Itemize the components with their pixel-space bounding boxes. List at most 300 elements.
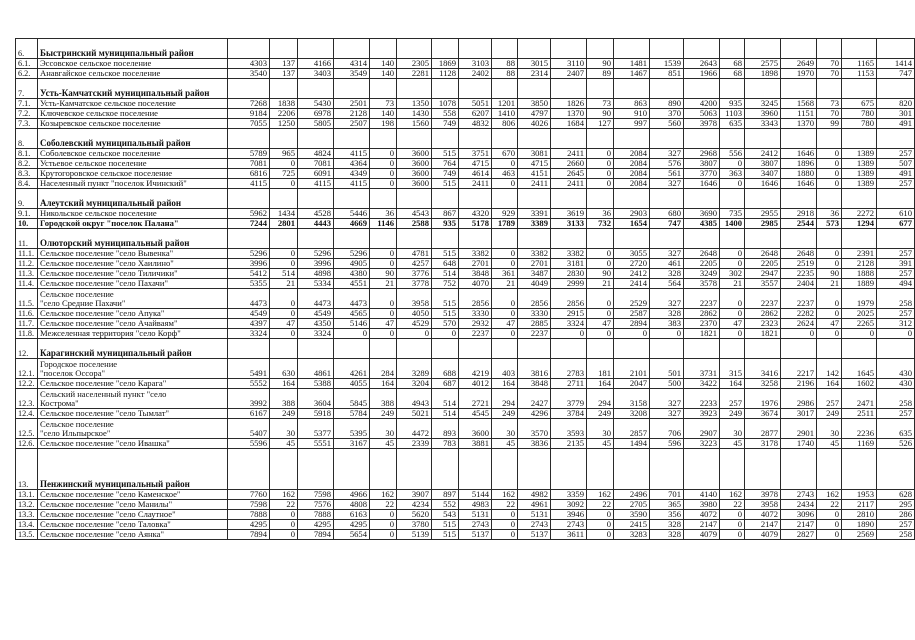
value-cell: 1646 xyxy=(684,179,720,189)
value-cell: 2660 xyxy=(551,159,587,169)
value-cell xyxy=(614,79,650,99)
value-cell: 0 xyxy=(492,179,518,189)
value-cell: 2830 xyxy=(551,269,587,279)
table-row xyxy=(16,69,915,79)
value-cell: 1646 xyxy=(781,149,817,159)
value-cell: 3848 xyxy=(459,269,492,279)
value-cell: 7598 xyxy=(228,500,270,510)
value-cell xyxy=(459,339,492,359)
value-cell xyxy=(614,189,650,209)
value-cell: 501 xyxy=(650,359,684,379)
value-cell: 258 xyxy=(877,289,915,309)
row-number-cell: 8. xyxy=(16,129,38,149)
value-cell: 22 xyxy=(492,500,518,510)
value-cell: 2877 xyxy=(745,419,781,439)
value-cell: 2705 xyxy=(614,500,650,510)
value-cell: 1979 xyxy=(842,289,877,309)
value-cell: 2339 xyxy=(397,439,432,449)
value-cell: 365 xyxy=(650,500,684,510)
value-cell: 0 xyxy=(587,530,614,540)
value-cell xyxy=(492,189,518,209)
value-cell: 0 xyxy=(270,530,298,540)
value-cell: 2721 xyxy=(459,389,492,409)
value-cell xyxy=(877,129,915,149)
value-cell: 0 xyxy=(817,169,842,179)
value-cell: 2305 xyxy=(397,59,432,69)
value-cell xyxy=(817,39,842,59)
table-row xyxy=(16,169,915,179)
value-cell: 0 xyxy=(270,159,298,169)
value-cell: 514 xyxy=(432,389,459,409)
value-cell: 3487 xyxy=(518,269,551,279)
value-cell: 935 xyxy=(432,219,459,229)
value-cell: 4473 xyxy=(228,289,270,309)
table-row xyxy=(16,490,915,500)
value-cell xyxy=(270,339,298,359)
value-cell: 0 xyxy=(270,510,298,520)
value-cell: 3549 xyxy=(334,69,370,79)
value-cell: 5137 xyxy=(459,530,492,540)
value-cell xyxy=(877,79,915,99)
value-cell: 2827 xyxy=(781,530,817,540)
value-cell xyxy=(298,339,334,359)
value-cell: 9184 xyxy=(228,109,270,119)
value-cell: 0 xyxy=(650,329,684,339)
value-cell xyxy=(720,339,745,359)
value-cell: 430 xyxy=(877,379,915,389)
value-cell: 21 xyxy=(817,279,842,289)
value-cell: 4905 xyxy=(334,259,370,269)
value-cell: 1294 xyxy=(842,219,877,229)
value-cell: 3289 xyxy=(397,359,432,379)
value-cell: 3978 xyxy=(745,490,781,500)
value-cell: 5051 xyxy=(459,99,492,109)
value-cell: 1889 xyxy=(842,279,877,289)
value-cell: 526 xyxy=(877,439,915,449)
value-cell: 5131 xyxy=(518,510,551,520)
value-cell: 1414 xyxy=(877,59,915,69)
settlement-name-cell: Анавгайское сельское поселение xyxy=(38,69,228,79)
value-cell: 675 xyxy=(842,99,877,109)
value-cell: 2412 xyxy=(745,149,781,159)
value-cell: 0 xyxy=(270,179,298,189)
value-cell xyxy=(842,229,877,249)
settlement-name-cell: Козыревское сельское поселение xyxy=(38,119,228,129)
row-number-cell: 11. xyxy=(16,229,38,249)
value-cell xyxy=(432,339,459,359)
value-cell: 3907 xyxy=(397,490,432,500)
value-cell: 628 xyxy=(877,490,915,500)
row-number-cell: 11.7. xyxy=(16,319,38,329)
settlement-name-cell: Сельское поселение "село Манилы" xyxy=(38,500,228,510)
section-header-row xyxy=(16,449,915,490)
value-cell: 327 xyxy=(650,289,684,309)
value-cell: 2885 xyxy=(518,319,551,329)
value-cell: 2947 xyxy=(745,269,781,279)
value-cell xyxy=(745,39,781,59)
settlement-name-cell: Эссовское сельское поселение xyxy=(38,59,228,69)
value-cell: 4898 xyxy=(298,269,334,279)
section-header-row xyxy=(16,229,915,249)
value-cell: 90 xyxy=(587,269,614,279)
value-cell xyxy=(334,449,370,490)
value-cell: 4012 xyxy=(459,379,492,389)
value-cell xyxy=(745,189,781,209)
value-cell: 90 xyxy=(817,269,842,279)
value-cell: 361 xyxy=(492,269,518,279)
value-cell xyxy=(432,39,459,59)
value-cell: 4200 xyxy=(684,99,720,109)
value-cell: 162 xyxy=(817,490,842,500)
row-number-cell: 13.3. xyxy=(16,510,38,520)
value-cell: 3081 xyxy=(518,149,551,159)
value-cell: 164 xyxy=(587,379,614,389)
value-cell: 2205 xyxy=(745,259,781,269)
value-cell: 2237 xyxy=(518,329,551,339)
value-cell: 648 xyxy=(432,259,459,269)
value-cell: 2511 xyxy=(842,409,877,419)
value-cell: 4549 xyxy=(298,309,334,319)
value-cell xyxy=(817,129,842,149)
table-row xyxy=(16,99,915,109)
value-cell: 1821 xyxy=(745,329,781,339)
row-number-cell: 7. xyxy=(16,79,38,99)
value-cell xyxy=(432,129,459,149)
value-cell: 5962 xyxy=(228,209,270,219)
settlement-name-cell: Сельское поселение "село Пахачи" xyxy=(38,279,228,289)
value-cell: 2237 xyxy=(684,289,720,309)
row-number-cell: 11.1. xyxy=(16,249,38,259)
value-cell: 164 xyxy=(720,379,745,389)
value-cell: 2701 xyxy=(518,259,551,269)
value-cell: 749 xyxy=(432,169,459,179)
value-cell: 2025 xyxy=(842,309,877,319)
value-cell xyxy=(370,339,397,359)
settlement-name-cell: Ключевское сельское поселение xyxy=(38,109,228,119)
value-cell: 258 xyxy=(877,389,915,409)
value-cell xyxy=(720,229,745,249)
value-cell: 3540 xyxy=(228,69,270,79)
value-cell: 295 xyxy=(877,500,915,510)
value-cell: 2147 xyxy=(745,520,781,530)
table-row xyxy=(16,279,915,289)
value-cell: 2932 xyxy=(459,319,492,329)
value-cell: 21 xyxy=(587,279,614,289)
value-cell: 2237 xyxy=(745,289,781,309)
value-cell: 0 xyxy=(370,169,397,179)
settlement-name-cell: Городское поселение "поселок Оссора" xyxy=(38,359,228,379)
value-cell: 2743 xyxy=(518,520,551,530)
value-cell: 5063 xyxy=(684,109,720,119)
value-cell: 0 xyxy=(370,309,397,319)
settlement-name-cell: Сельское поселение "село Таловка" xyxy=(38,520,228,530)
value-cell xyxy=(817,449,842,490)
value-cell xyxy=(459,129,492,149)
value-cell xyxy=(650,39,684,59)
value-cell: 2205 xyxy=(684,259,720,269)
value-cell xyxy=(587,449,614,490)
value-cell: 1103 xyxy=(720,109,745,119)
value-cell: 0 xyxy=(817,259,842,269)
value-cell: 4295 xyxy=(298,520,334,530)
value-cell: 164 xyxy=(817,379,842,389)
value-cell: 1370 xyxy=(781,119,817,129)
value-cell: 2507 xyxy=(334,119,370,129)
value-cell: 45 xyxy=(720,439,745,449)
value-cell: 356 xyxy=(650,510,684,520)
value-cell: 4473 xyxy=(298,289,334,309)
value-cell: 2402 xyxy=(459,69,492,79)
value-cell: 4257 xyxy=(397,259,432,269)
statistics-table-sheet xyxy=(15,38,912,540)
value-cell: 88 xyxy=(492,69,518,79)
value-cell: 4472 xyxy=(397,419,432,439)
value-cell: 430 xyxy=(877,359,915,379)
value-cell: 4079 xyxy=(745,530,781,540)
value-cell: 2128 xyxy=(334,109,370,119)
value-cell: 99 xyxy=(817,119,842,129)
value-cell: 257 xyxy=(877,309,915,319)
value-cell: 2236 xyxy=(842,419,877,439)
value-cell xyxy=(397,189,432,209)
settlement-name-cell: Межселенная территория "село Корф" xyxy=(38,329,228,339)
value-cell xyxy=(228,189,270,209)
value-cell xyxy=(492,129,518,149)
value-cell: 4296 xyxy=(518,409,551,419)
value-cell: 5377 xyxy=(298,419,334,439)
value-cell: 929 xyxy=(492,209,518,219)
value-cell: 3778 xyxy=(397,279,432,289)
value-cell: 515 xyxy=(432,309,459,319)
value-cell: 73 xyxy=(817,99,842,109)
value-cell xyxy=(397,449,432,490)
value-cell xyxy=(551,39,587,59)
row-number-cell: 11.5. xyxy=(16,289,38,309)
value-cell: 4443 xyxy=(298,219,334,229)
value-cell xyxy=(370,39,397,59)
value-cell xyxy=(370,129,397,149)
value-cell: 164 xyxy=(270,379,298,389)
row-number-cell: 6.2. xyxy=(16,69,38,79)
value-cell: 3996 xyxy=(298,259,334,269)
table-row xyxy=(16,119,915,129)
value-cell: 514 xyxy=(432,409,459,419)
value-cell: 7268 xyxy=(228,99,270,109)
value-cell: 1953 xyxy=(842,490,877,500)
value-cell xyxy=(684,229,720,249)
value-cell: 5131 xyxy=(459,510,492,520)
value-cell: 0 xyxy=(720,510,745,520)
value-cell: 0 xyxy=(270,309,298,319)
value-cell: 249 xyxy=(817,409,842,419)
value-cell: 515 xyxy=(432,249,459,259)
value-cell: 3593 xyxy=(551,419,587,439)
value-cell xyxy=(877,229,915,249)
value-cell: 0 xyxy=(270,249,298,259)
value-cell: 2135 xyxy=(551,439,587,449)
value-cell xyxy=(298,79,334,99)
value-cell: 461 xyxy=(650,259,684,269)
value-cell: 851 xyxy=(650,69,684,79)
value-cell: 2206 xyxy=(270,109,298,119)
value-cell: 0 xyxy=(370,259,397,269)
value-cell: 36 xyxy=(817,209,842,219)
value-cell: 5388 xyxy=(298,379,334,389)
value-cell: 4151 xyxy=(518,169,551,179)
value-cell: 635 xyxy=(720,119,745,129)
value-cell: 2411 xyxy=(518,179,551,189)
value-cell: 7760 xyxy=(228,490,270,500)
value-cell: 142 xyxy=(817,359,842,379)
value-cell: 1389 xyxy=(842,179,877,189)
value-cell: 2414 xyxy=(614,279,650,289)
value-cell xyxy=(492,449,518,490)
settlement-name-cell: Никольское сельское поселение xyxy=(38,209,228,219)
value-cell xyxy=(842,449,877,490)
value-cell: 1128 xyxy=(432,69,459,79)
row-number-cell: 12.2. xyxy=(16,379,38,389)
value-cell xyxy=(877,339,915,359)
value-cell xyxy=(397,129,432,149)
value-cell: 2643 xyxy=(684,59,720,69)
value-cell xyxy=(842,129,877,149)
table-row xyxy=(16,500,915,510)
value-cell: 5296 xyxy=(298,249,334,259)
value-cell xyxy=(492,339,518,359)
value-cell xyxy=(518,39,551,59)
value-cell: 4824 xyxy=(298,149,334,159)
settlement-name-cell: Сельское поселение "село Ачайваям" xyxy=(38,319,228,329)
value-cell: 257 xyxy=(817,389,842,409)
value-cell: 1370 xyxy=(551,109,587,119)
value-cell: 7081 xyxy=(298,159,334,169)
row-number-cell: 10. xyxy=(16,219,38,229)
value-cell: 249 xyxy=(492,409,518,419)
value-cell: 140 xyxy=(370,59,397,69)
value-cell: 257 xyxy=(720,389,745,409)
row-number-cell: 11.2. xyxy=(16,259,38,269)
value-cell: 3557 xyxy=(745,279,781,289)
value-cell: 0 xyxy=(587,249,614,259)
value-cell: 997 xyxy=(614,119,650,129)
value-cell: 137 xyxy=(270,69,298,79)
value-cell: 6207 xyxy=(459,109,492,119)
value-cell: 4295 xyxy=(334,520,370,530)
table-row xyxy=(16,510,915,520)
value-cell: 315 xyxy=(720,359,745,379)
value-cell xyxy=(228,39,270,59)
value-cell: 327 xyxy=(650,389,684,409)
row-number-cell: 11.6. xyxy=(16,309,38,319)
value-cell: 515 xyxy=(432,530,459,540)
value-cell: 391 xyxy=(877,259,915,269)
value-cell: 1169 xyxy=(842,439,877,449)
value-cell: 4966 xyxy=(334,490,370,500)
value-cell: 2856 xyxy=(551,289,587,309)
value-cell: 4350 xyxy=(298,319,334,329)
value-cell: 0 xyxy=(817,510,842,520)
value-cell: 140 xyxy=(370,69,397,79)
value-cell xyxy=(370,229,397,249)
value-cell: 2999 xyxy=(551,279,587,289)
value-cell: 3249 xyxy=(684,269,720,279)
value-cell: 1350 xyxy=(397,99,432,109)
value-cell: 4049 xyxy=(518,279,551,289)
value-cell xyxy=(518,229,551,249)
value-cell: 2415 xyxy=(614,520,650,530)
value-cell: 73 xyxy=(370,99,397,109)
value-cell: 1389 xyxy=(842,149,877,159)
value-cell xyxy=(817,79,842,99)
value-cell: 4115 xyxy=(334,149,370,159)
value-cell: 3283 xyxy=(614,530,650,540)
municipal-data-table xyxy=(15,38,915,540)
value-cell: 2281 xyxy=(397,69,432,79)
value-cell: 6167 xyxy=(228,409,270,419)
value-cell: 5407 xyxy=(228,419,270,439)
value-cell: 2783 xyxy=(551,359,587,379)
value-cell: 5144 xyxy=(459,490,492,500)
value-cell: 3359 xyxy=(551,490,587,500)
value-cell: 610 xyxy=(877,209,915,219)
table-row xyxy=(16,359,915,379)
value-cell: 3923 xyxy=(684,409,720,419)
value-cell: 89 xyxy=(587,69,614,79)
value-cell: 0 xyxy=(492,329,518,339)
value-cell xyxy=(492,39,518,59)
value-cell: 514 xyxy=(270,269,298,279)
value-cell: 198 xyxy=(370,119,397,129)
table-row xyxy=(16,439,915,449)
value-cell: 4832 xyxy=(459,119,492,129)
value-cell: 4219 xyxy=(459,359,492,379)
value-cell: 3092 xyxy=(551,500,587,510)
value-cell: 30 xyxy=(270,419,298,439)
value-cell xyxy=(432,449,459,490)
value-cell: 0 xyxy=(397,329,432,339)
value-cell: 1838 xyxy=(270,99,298,109)
value-cell: 5654 xyxy=(334,530,370,540)
value-cell: 7888 xyxy=(228,510,270,520)
table-row xyxy=(16,520,915,530)
value-cell: 258 xyxy=(877,530,915,540)
value-cell: 0 xyxy=(587,159,614,169)
value-cell: 3017 xyxy=(781,409,817,419)
value-cell: 491 xyxy=(877,169,915,179)
value-cell: 0 xyxy=(551,329,587,339)
value-cell xyxy=(650,339,684,359)
value-cell: 164 xyxy=(492,379,518,389)
value-cell: 635 xyxy=(877,419,915,439)
value-cell: 5178 xyxy=(459,219,492,229)
value-cell: 68 xyxy=(720,59,745,69)
value-cell: 3960 xyxy=(745,109,781,119)
value-cell: 257 xyxy=(877,249,915,259)
value-cell: 2986 xyxy=(781,389,817,409)
value-cell: 45 xyxy=(492,439,518,449)
value-cell: 47 xyxy=(817,319,842,329)
settlement-name-cell: Сельское поселение "село Ивашка" xyxy=(38,439,228,449)
value-cell: 1684 xyxy=(551,119,587,129)
settlement-name-cell: Сельское поселение "село Вывенка" xyxy=(38,249,228,259)
value-cell xyxy=(745,229,781,249)
value-cell xyxy=(370,189,397,209)
value-cell: 2501 xyxy=(334,99,370,109)
value-cell: 328 xyxy=(650,520,684,530)
row-number-cell: 7.1. xyxy=(16,99,38,109)
value-cell: 2233 xyxy=(684,389,720,409)
value-cell: 5296 xyxy=(334,249,370,259)
